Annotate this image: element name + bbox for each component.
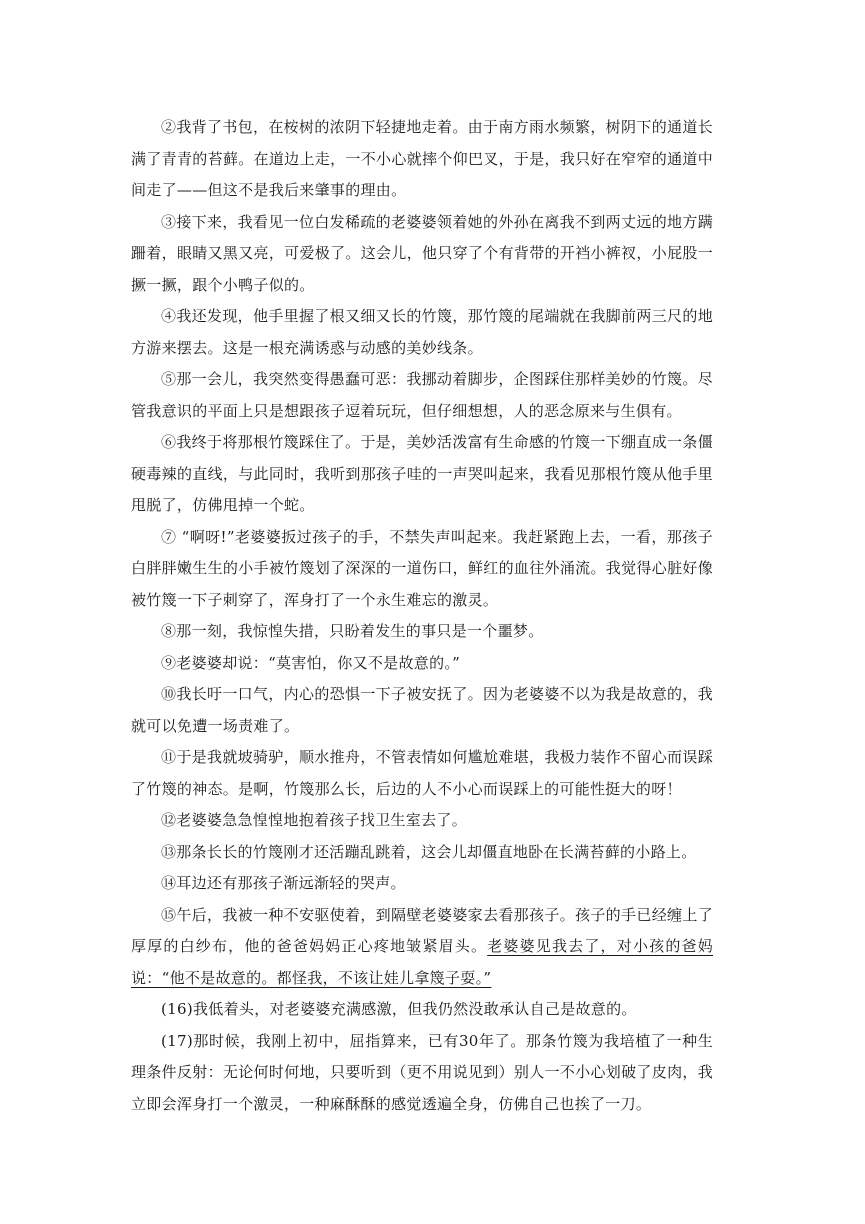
paragraph-10: ⑩我长吁一口气，内心的恐惧一下子被安抚了。因为老婆婆不以为我是故意的，我就可以免遭一场责难了。 (131, 685, 713, 735)
paragraph-11: ⑪于是我就坡骑驴，顺水推舟，不管表情如何尴尬难堪，我极力装作不留心而误踩了竹篾的神态。是啊，竹篾那么长，后边的人不小心而误踩上的可能性挺大的呀！ (131, 748, 713, 798)
paragraph-17: (17)那时候，我刚上初中，屈指算来，已有30年了。那条竹篾为我培植了一种生理条件反射：无论何时何地，只要听到（更不用说见到）别人一不小心划破了皮肉，我立即会浑身打一个激灵，一种麻酥酥的感觉透遍全身，仿佛自己也挨了一刀。 (131, 1031, 713, 1113)
paragraph-4: ④我还发现，他手里握了根又细又长的竹篾，那竹篾的尾端就在我脚前两三尺的地方游来摆去。这是一根充满诱惑与动感的美妙线条。 (131, 307, 713, 357)
paragraph-2: ②我背了书包，在桉树的浓阴下轻捷地走着。由于南方雨水频繁，树阴下的通道长满了青青的苔藓。在道边上走，一不小心就摔个仰巴叉，于是，我只好在窄窄的通道中间走了——但这不是我后来肇事的理由。 (131, 118, 713, 199)
paragraph-15-underlined-sentence: 老婆婆见我去了，对小孩的爸妈说：“他不是故意的。都怪我，不该让娃儿拿篾子耍。” (131, 937, 714, 987)
paragraph-6: ⑥我终于将那根竹篾踩住了。于是，美妙活泼富有生命感的竹篾一下绷直成一条僵硬毒辣的直线，与此同时，我听到那孩子哇的一声哭叫起来，我看见那根竹篾从他手里甩脱了，仿佛甩掉一个蛇。 (131, 433, 713, 514)
paragraph-13: ⑬那条长长的竹篾刚才还活蹦乱跳着，这会儿却僵直地卧在长满苔藓的小路上。 (161, 842, 697, 861)
essay-body (131, 112, 713, 1120)
paragraph-9: ⑨老婆婆却说：“莫害怕，你又不是故意的。” (161, 653, 461, 672)
paragraph-15-text: ⑮午后，我被一种不安驱使着，到隔壁老婆婆家去看那孩子。孩子的手已经缠上了厚厚的白纱布，他的爸爸妈妈正心疼地皱紧眉头。 (131, 905, 713, 955)
paragraph-8: ⑧那一刻，我惊惶失措，只盼着发生的事只是一个噩梦。 (161, 622, 544, 640)
paragraph-16: (16)我低着头，对老婆婆充满感激，但我仍然没敢承认自己是故意的。 (161, 1000, 637, 1018)
paragraph-12: ⑫老婆婆急急惶惶地抱着孩子找卫生室去了。 (161, 811, 468, 829)
paragraph-5: ⑤那一会儿，我突然变得愚蠢可恶：我挪动着脚步，企图踩住那样美妙的竹篾。尽管我意识的平面上只是想跟孩子逗着玩玩，但仔细想想，人的恶念原来与生俱有。 (131, 370, 713, 420)
paragraph-7: ⑦ “啊呀!”老婆婆扳过孩子的手，不禁失声叫起来。我赶紧跑上去，一看，那孩子白胖胖嫩生生的小手被竹篾划了深深的一道伤口，鲜红的血往外涌流。我觉得心脏好像被竹篾一下子刺穿了，浑身打了一个永生难忘的激灵。 (131, 527, 713, 609)
paragraph-15 (131, 900, 713, 995)
paragraph-14: ⑭耳边还有那孩子渐远渐轻的哭声。 (161, 874, 406, 892)
paragraph-3: ③接下来，我看见一位白发稀疏的老婆婆领着她的外孙在离我不到两丈远的地方蹒跚着，眼睛又黑又亮，可爱极了。这会儿，他只穿了个有背带的开裆小裤衩，小屁股一撅一撅，跟个小鸭子似的。 (131, 212, 713, 294)
